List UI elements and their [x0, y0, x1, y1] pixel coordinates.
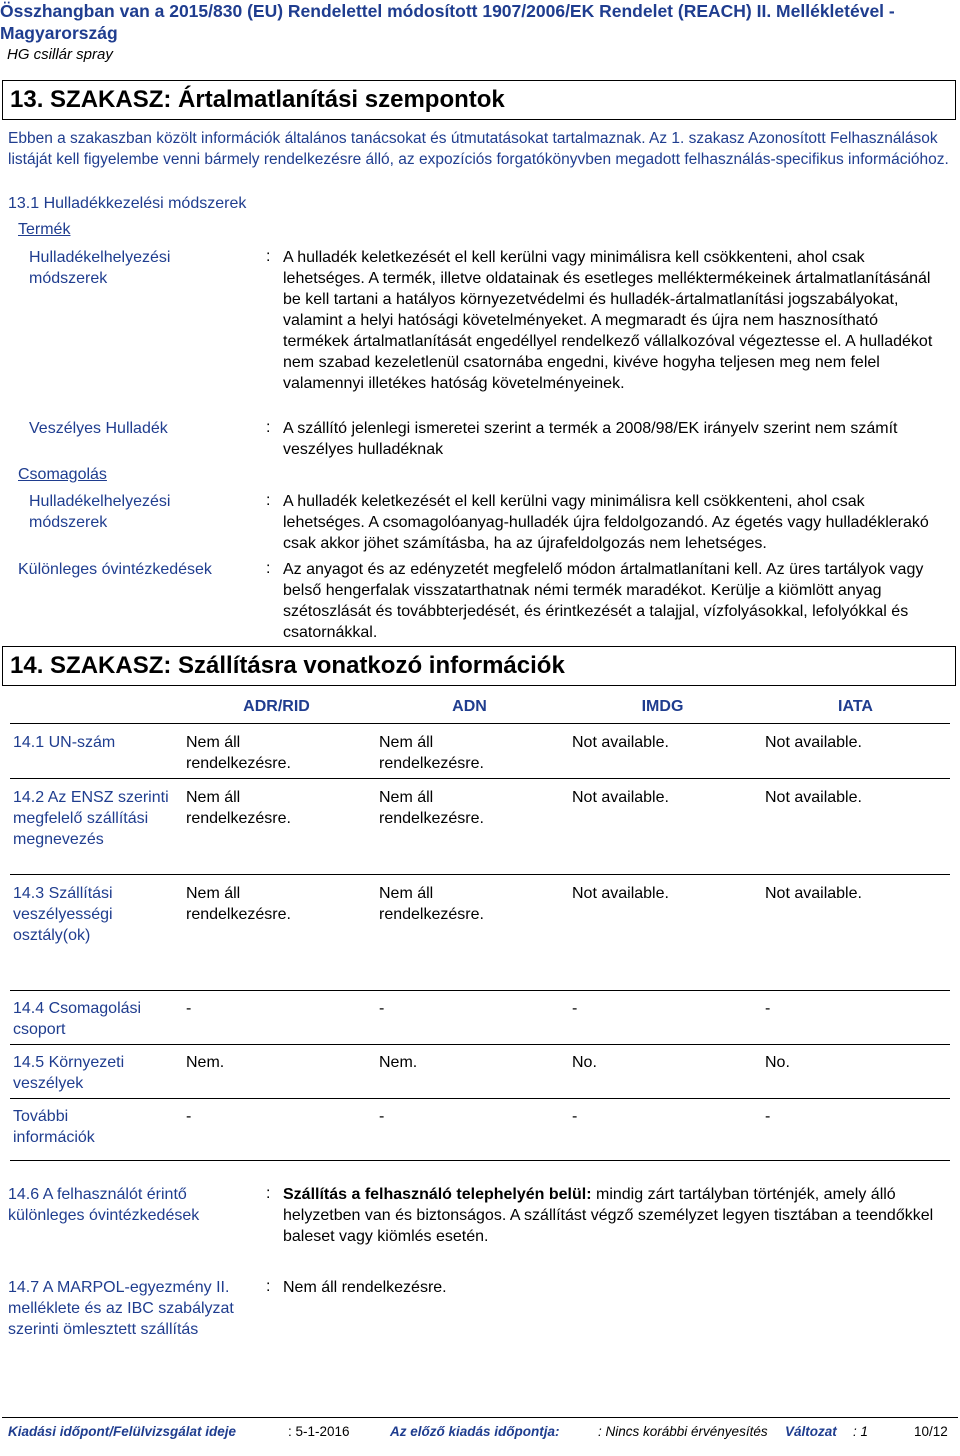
table-cell: - [572, 1000, 578, 1017]
special-precautions-user-label: 14.6 A felhasználót érintő különleges óvintézkedések [8, 1186, 200, 1224]
packaging-disposal-label: Hulladékelhelyezési módszerek [29, 493, 171, 531]
section-13-intro: Ebben a szakaszban közölt információk általános tanácsokat és útmutatásokat tartalmaznak. Az 1. szakasz Azonosított Felhasználások listáját kell figyelembe venni bármely rendelkezésre álló, az expozíciós forgatókönyvben megadott felhasználás-specifikus információhoz. [8, 130, 949, 168]
table-cell: - [186, 1000, 192, 1017]
table-cell: Nem áll rendelkezésre. [379, 885, 484, 923]
previous-issue-label: Az előző kiadás időpontja: [390, 1424, 560, 1439]
table-cell: Nem. [379, 1054, 418, 1071]
row-label-un-number: 14.1 UN-szám [13, 734, 116, 751]
row-divider [10, 990, 950, 991]
row-label-environmental-hazards: 14.5 Környezeti veszélyek [13, 1054, 125, 1092]
table-cell: Not available. [765, 734, 862, 751]
row-divider [10, 778, 950, 779]
row-divider [10, 874, 950, 875]
table-cell: Nem. [186, 1054, 225, 1071]
special-precautions-user-text [283, 1184, 948, 1247]
table-cell: - [572, 1108, 578, 1125]
table-cell: Not available. [765, 885, 862, 902]
table-cell: - [186, 1108, 192, 1125]
disposal-methods-text: A hulladék keletkezését el kell kerülni vagy minimálisra kell csökkenteni, ahol csak lehetséges. A termék, illetve oldatainak és esetleges melléktermékeinek ártalmatlanításánál be kell tartani a hatályos környezetvédelmi és hulladék-ártalmatlanítási jogszabályokat, valamint a helyi hatósági követelményeket. A megmaradt és újra nem hasznosítható termékek ártalmatlanítását engedéllyel rendelkező vállalkozóval végeztesse el. A hulladékot nem szabad kezeletlenül csatornába engedni, kivéve hogyha teljesen meg nem felel valamennyi illetékes hatóság követelményeinek. [283, 249, 933, 392]
table-cell: - [379, 1108, 385, 1125]
table-cell: Nem áll rendelkezésre. [186, 734, 291, 772]
special-precautions-text: Az anyagot és az edényzetét megfelelő módon ártalmatlanítani kell. Az üres tartályok vagy belső hengerfalak visszatarthatnak némi termék maradékot. Kerülje a kiömlött anyag szétoszlását és továbbterjedését, és érintkezését a talajjal, vízfolyásokkal, lefolyókkal és csatornákkal. [283, 561, 924, 641]
row-divider [10, 1160, 950, 1161]
document-header-title: Összhangban van a 2015/830 (EU) Rendelettel módosított 1907/2006/EK Rendelet (REACH) II. Mellékletével - Magyarország [0, 1, 895, 43]
hazardous-waste-label: Veszélyes Hulladék [29, 420, 168, 437]
table-cell: Not available. [572, 885, 669, 902]
colon: : [266, 560, 271, 577]
table-cell: Nem áll rendelkezésre. [186, 885, 291, 923]
row-divider [10, 1044, 950, 1045]
page-number: 10/12 [914, 1424, 948, 1439]
hazardous-waste-text: A szállító jelenlegi ismeretei szerint a termék a 2008/98/EK irányelv szerint nem számít veszélyes hulladéknak [283, 420, 898, 458]
table-cell: Not available. [572, 734, 669, 751]
previous-issue-value: : Nincs korábbi érvényesítés [598, 1424, 768, 1439]
table-cell: Nem áll rendelkezésre. [379, 734, 484, 772]
row-label-additional-info: További információk [13, 1108, 95, 1146]
colon: : [266, 248, 271, 265]
special-precautions-bold: Szállítás a felhasználó telephelyén belül: [283, 1186, 592, 1203]
special-precautions-body: mindig zárt tartályban történjék, amely álló helyzetben van és biztonságos. A szállítást végző személyzet legyen tisztában a teendőkkel baleset vagy kiömlés esetén. [283, 1186, 934, 1245]
table-cell: No. [572, 1054, 597, 1071]
colon: : [266, 492, 271, 509]
issue-date-label: Kiadási időpont/Felülvizsgálat ideje [8, 1424, 237, 1439]
row-label-shipping-name: 14.2 Az ENSZ szerinti megfelelő szállítási megnevezés [13, 789, 169, 848]
section-13-title: 13. SZAKASZ: Ártalmatlanítási szempontok [2, 80, 956, 120]
column-header-imdg: IMDG [641, 698, 684, 715]
packaging-disposal-text: A hulladék keletkezését el kell kerülni vagy minimálisra kell csökkenteni, ahol csak lehetséges. A csomagolóanyag-hulladék újra feldolgozandó. Az égetés vagy hulladéklerakó csak akkor jöhet számításba, ha az újrafeldolgozás nem lehetséges. [283, 493, 929, 552]
subsection-13-1-title: 13.1 Hulladékkezelési módszerek [8, 195, 247, 212]
column-header-adn: ADN [452, 698, 487, 715]
issue-date-value: : 5-1-2016 [288, 1424, 350, 1439]
special-precautions-label: Különleges óvintézkedések [18, 561, 212, 578]
row-divider [10, 1098, 950, 1099]
section-14-title: 14. SZAKASZ: Szállításra vonatkozó információk [2, 646, 956, 686]
product-heading: Termék [18, 221, 71, 238]
column-header-iata: IATA [838, 698, 873, 715]
disposal-methods-label: Hulladékelhelyezési módszerek [29, 249, 171, 287]
colon: : [266, 1278, 271, 1295]
version-value: : 1 [853, 1424, 869, 1439]
table-cell: Nem áll rendelkezésre. [186, 789, 291, 827]
column-header-adr-rid: ADR/RID [243, 698, 310, 715]
table-cell: No. [765, 1054, 790, 1071]
colon: : [266, 419, 271, 436]
table-cell: Nem áll rendelkezésre. [379, 789, 484, 827]
row-label-packing-group: 14.4 Csomagolási csoport [13, 1000, 142, 1038]
product-name: HG csillár spray [7, 46, 113, 63]
row-label-hazard-class: 14.3 Szállítási veszélyességi osztály(ok) [13, 885, 113, 944]
version-label: Változat [785, 1424, 837, 1439]
table-cell: - [765, 1000, 771, 1017]
table-cell: Not available. [572, 789, 669, 806]
table-cell: - [379, 1000, 385, 1017]
marpol-text: Nem áll rendelkezésre. [283, 1279, 447, 1296]
colon: : [266, 1185, 271, 1202]
footer-divider [2, 1417, 958, 1418]
table-cell: - [765, 1108, 771, 1125]
packaging-heading: Csomagolás [18, 466, 107, 483]
table-cell: Not available. [765, 789, 862, 806]
table-header-divider [10, 723, 950, 724]
marpol-label: 14.7 A MARPOL-egyezmény II. melléklete és az IBC szabályzat szerinti ömlesztett szállítás [8, 1279, 234, 1338]
